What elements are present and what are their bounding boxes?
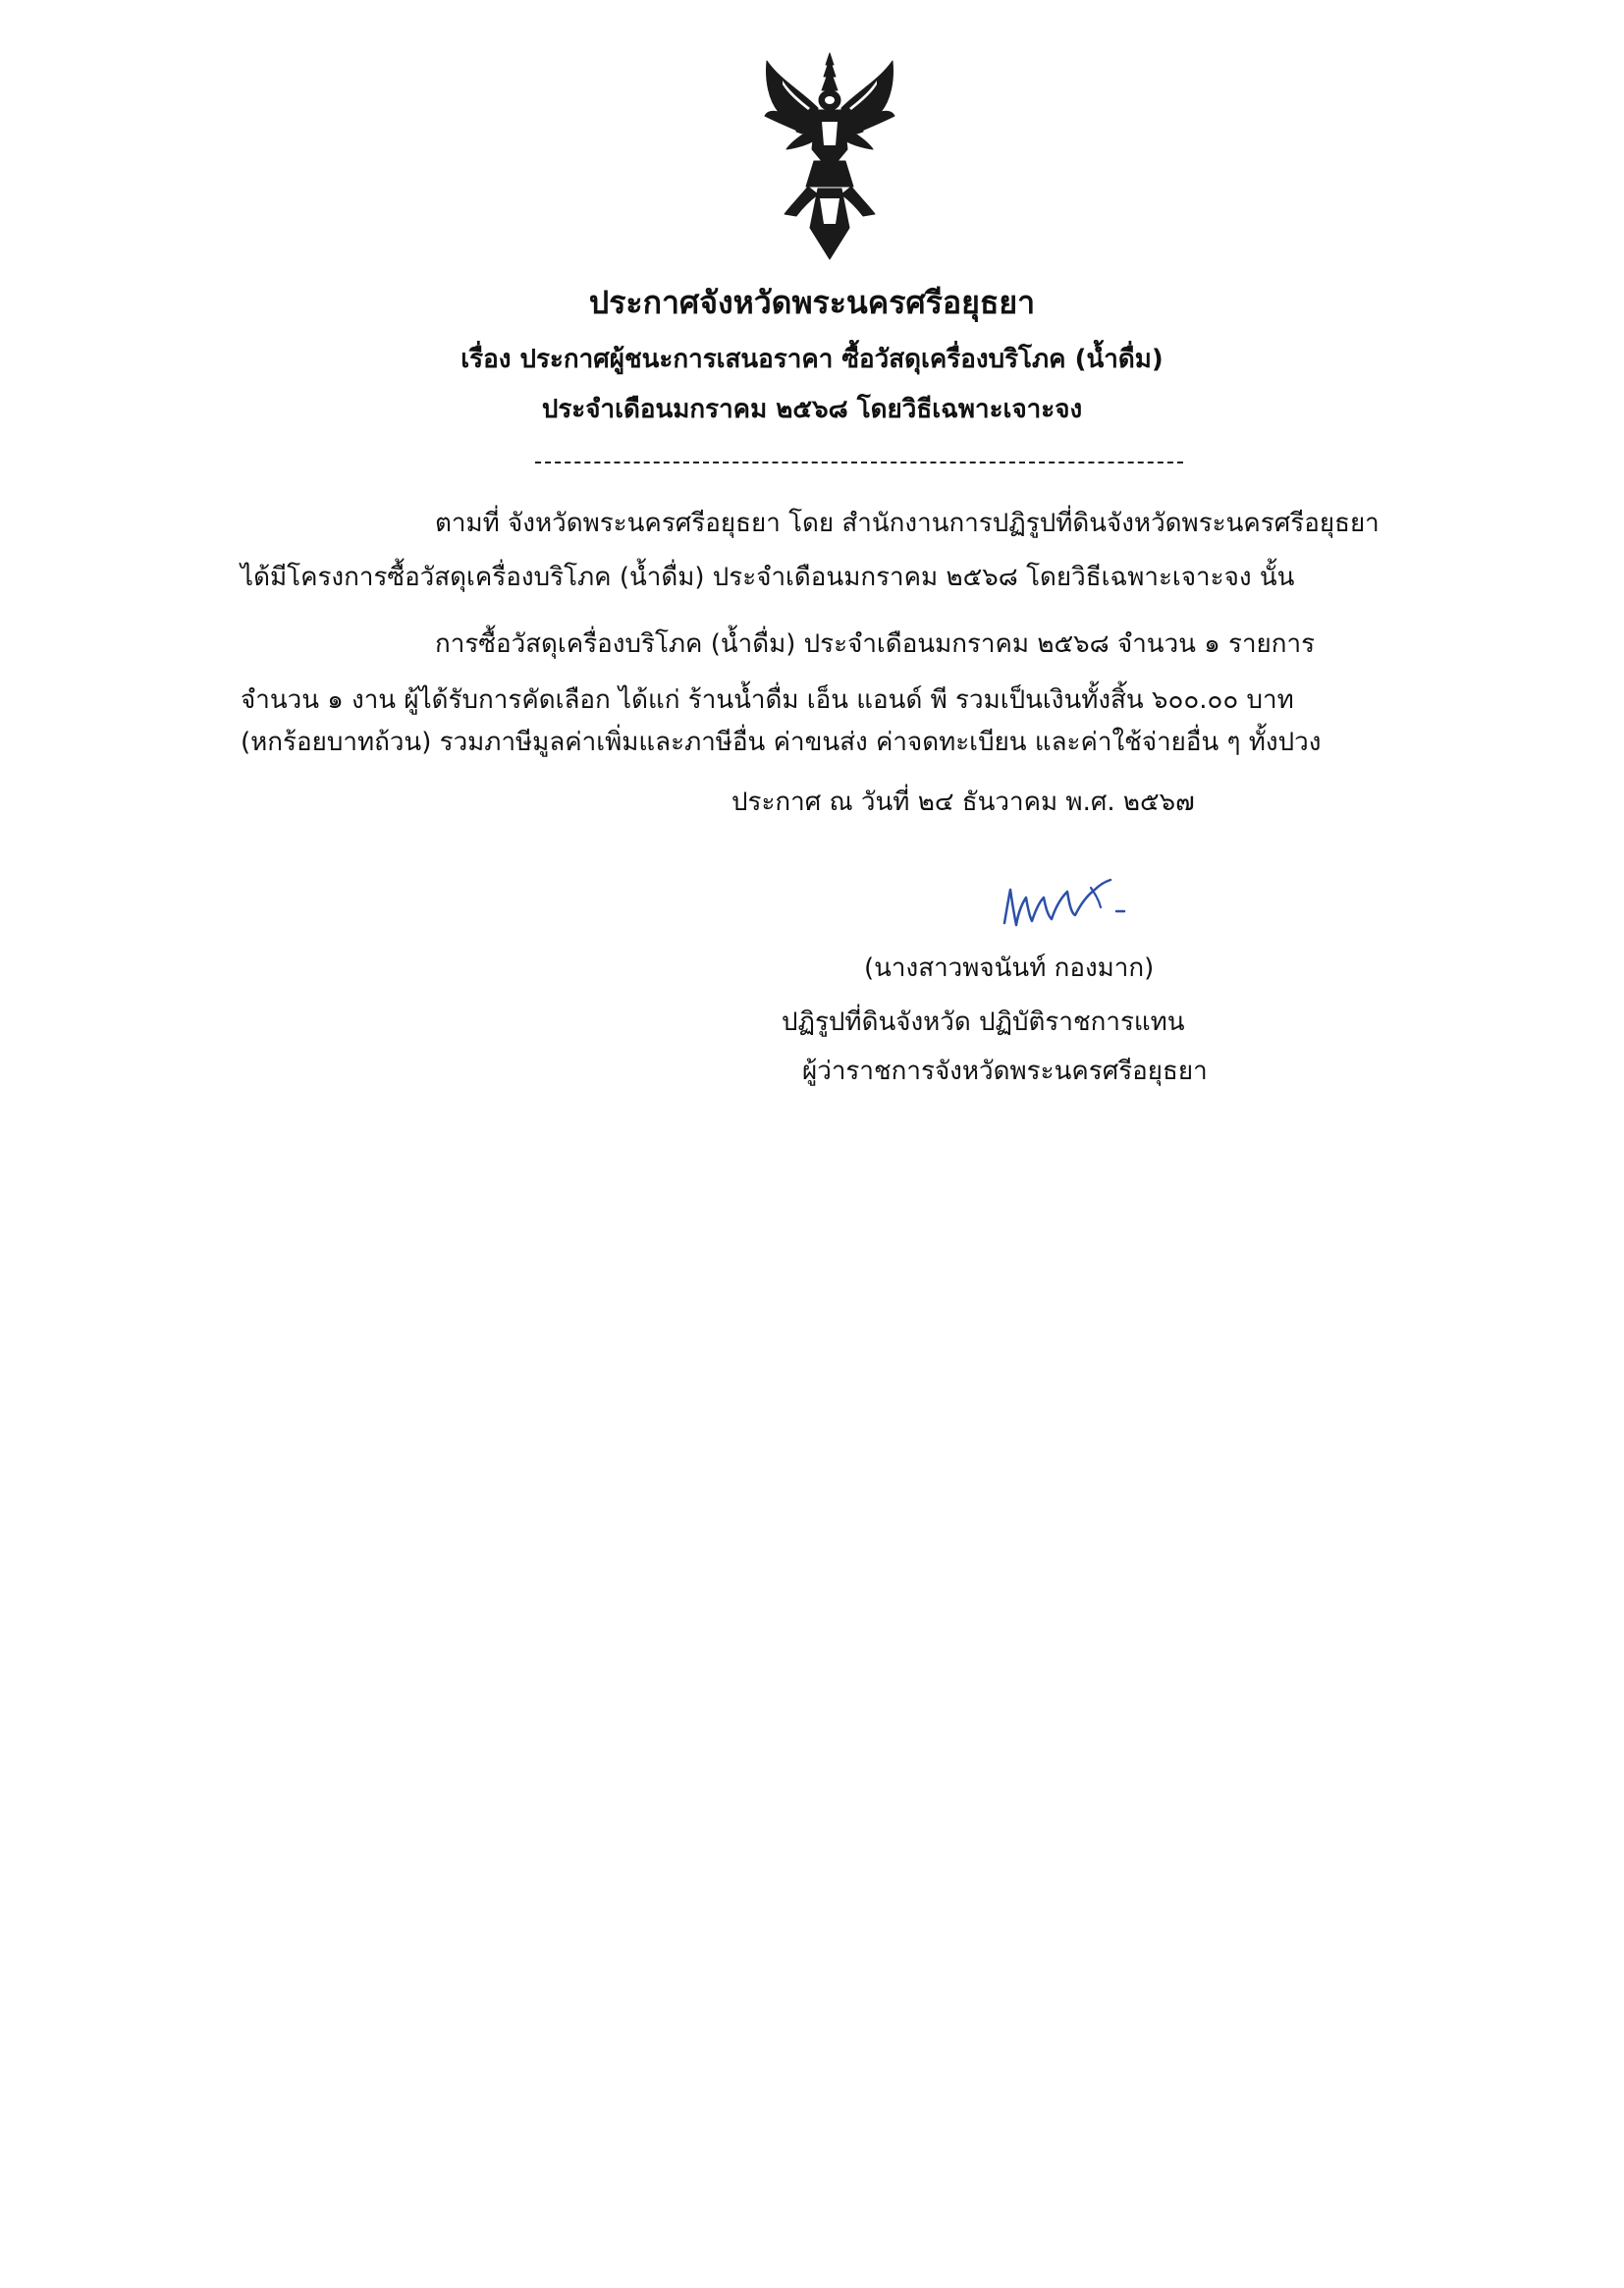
header-divider (535, 462, 1183, 463)
announcement-period: ประจำเดือนมกราคม ๒๕๖๘ โดยวิธีเฉพาะเจาะจง (541, 395, 1083, 424)
signatory-position-line-2: ผู้ว่าราชการจังหวัดพระนครศรีอยุธยา (802, 1057, 1208, 1086)
paragraph-2-line-1: การซื้อวัสดุเครื่องบริโภค (น้ำดื่ม) ประจำเดือนมกราคม ๒๕๖๘ จำนวน ๑ รายการ (435, 629, 1316, 659)
paragraph-1-line-2: ได้มีโครงการซื้อวัสดุเครื่องบริโภค (น้ำดื่ม) ประจำเดือนมกราคม ๒๕๖๘ โดยวิธีเฉพาะเจาะจง นั้น (241, 563, 1295, 592)
announcement-date: ประกาศ ณ วันที่ ๒๔ ธันวาคม พ.ศ. ๒๕๖๗ (731, 788, 1195, 817)
paragraph-2-line-2: จำนวน ๑ งาน ผู้ได้รับการคัดเลือก ได้แก่ ร้านน้ำดื่ม เอ็น แอนด์ พี รวมเป็นเงินทั้งสิ้น ๖๐๐.๐๐ บาท (241, 685, 1294, 715)
signatory-name: (นางสาวพจนันท์ กองมาก) (864, 953, 1155, 983)
announcement-title: ประกาศจังหวัดพระนครศรีอยุธยา (588, 284, 1036, 321)
signatory-position-line-1: ปฏิรูปที่ดินจังหวัด ปฏิบัติราชการแทน (782, 1008, 1185, 1037)
paragraph-1-line-1: ตามที่ จังหวัดพระนครศรีอยุธยา โดย สำนักงานการปฏิรูปที่ดินจังหวัดพระนครศรีอยุธยา (435, 509, 1380, 538)
handwritten-signature-icon (997, 864, 1134, 943)
garuda-emblem-icon (761, 51, 898, 262)
paragraph-2-line-3: (หกร้อยบาทถ้วน) รวมภาษีมูลค่าเพิ่มและภาษีอื่น ค่าขนส่ง ค่าจดทะเบียน และค่าใช้จ่ายอื่น ๆ ทั้งปวง (241, 728, 1322, 757)
announcement-subject: เรื่อง ประกาศผู้ชนะการเสนอราคา ซื้อวัสดุเครื่องบริโภค (น้ำดื่ม) (460, 345, 1164, 374)
